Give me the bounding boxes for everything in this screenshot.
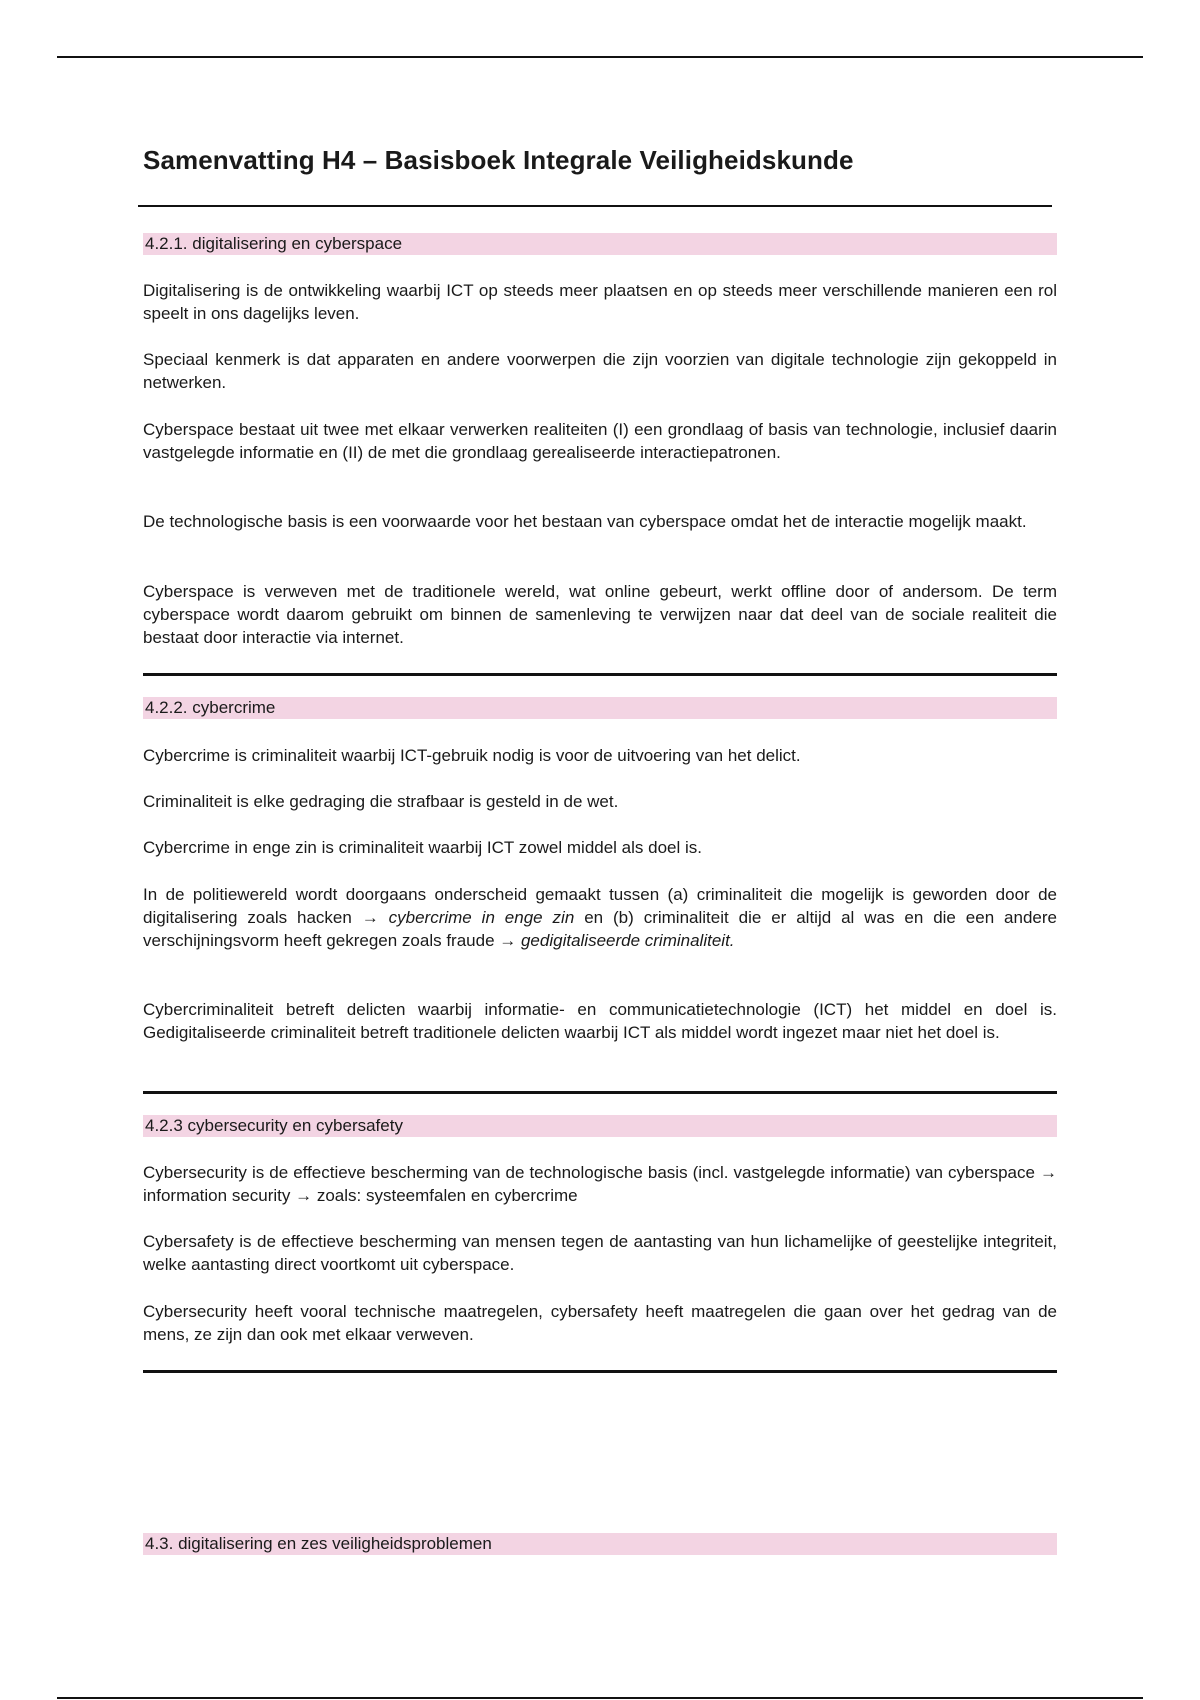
paragraph: Cybercriminaliteit betreft delicten waarbij informatie- en communicatietechnologie (ICT) het middel en doel is. Gedigitaliseerde criminaliteit betreft traditionele delicten waarbij ICT als middel wordt ingezet maar niet het doel is.	[143, 1000, 1057, 1042]
text-run: In de politiewereld wordt doorgaans onderscheid gemaakt tussen (a) criminaliteit die mogelijk is geworden door de digitalisering zoals hacken →	[143, 885, 1057, 927]
paragraph: Cybersafety is de effectieve bescherming van mensen tegen de aantasting van hun lichamelijke of geestelijke integriteit, welke aantasting direct voortkomt uit cyberspace.	[143, 1232, 1057, 1274]
paragraph: Cybercrime is criminaliteit waarbij ICT-gebruik nodig is voor de uitvoering van het delict.	[143, 746, 801, 765]
paragraph: Digitalisering is de ontwikkeling waarbij ICT op steeds meer plaatsen en op steeds meer verschillende manieren een rol speelt in ons dagelijks leven.	[143, 281, 1057, 323]
paragraph: Cybersecurity heeft vooral technische maatregelen, cybersafety heeft maatregelen die gaan over het gedrag van de mens, ze zijn dan ook met elkaar verweven.	[143, 1302, 1057, 1344]
section-heading-4-2-1: 4.2.1. digitalisering en cyberspace	[143, 233, 1057, 255]
italic-term: gedigitaliseerde criminaliteit.	[520, 931, 735, 950]
section-divider	[143, 673, 1057, 676]
paragraph: Cybersecurity is de effectieve bescherming van de technologische basis (incl. vastgelegde informatie) van cyberspace → information security → zoals: systeemfalen en cybercrime	[143, 1163, 1057, 1205]
section-divider	[143, 1370, 1057, 1373]
paragraph: Criminaliteit is elke gedraging die strafbaar is gesteld in de wet.	[143, 792, 619, 811]
paragraph-mixed	[143, 883, 1057, 952]
section-heading-4-3: 4.3. digitalisering en zes veiligheidsproblemen	[143, 1533, 1057, 1555]
paragraph: Cybercrime in enge zin is criminaliteit waarbij ICT zowel middel als doel is.	[143, 838, 702, 857]
italic-term: cybercrime in enge zin	[388, 908, 575, 927]
page-top-rule	[57, 56, 1143, 58]
paragraph: Cyberspace bestaat uit twee met elkaar verwerken realiteiten (I) een grondlaag of basis van technologie, inclusief daarin vastgelegde informatie en (II) de met die grondlaag gerealiseerde interactiepatronen.	[143, 420, 1057, 462]
paragraph: Speciaal kenmerk is dat apparaten en andere voorwerpen die zijn voorzien van digitale technologie zijn gekoppeld in netwerken.	[143, 350, 1057, 392]
paragraph: Cyberspace is verweven met de traditionele wereld, wat online gebeurt, werkt offline door of andersom. De term cyberspace wordt daarom gebruikt om binnen de samenleving te verwijzen naar dat deel van de sociale realiteit die bestaat door interactie via internet.	[143, 582, 1057, 647]
title-divider	[138, 205, 1052, 207]
page-bottom-rule	[57, 1697, 1143, 1699]
section-divider	[143, 1091, 1057, 1094]
section-heading-4-2-3: 4.2.3 cybersecurity en cybersafety	[143, 1115, 1057, 1137]
section-heading-4-2-2: 4.2.2. cybercrime	[143, 697, 1057, 719]
text-run: en (b) criminaliteit die er altijd al was en die een andere verschijningsvorm heeft gekregen zoals fraude →	[143, 908, 1057, 950]
document-title: Samenvatting H4 – Basisboek Integrale Veiligheidskunde	[143, 145, 854, 175]
paragraph: De technologische basis is een voorwaarde voor het bestaan van cyberspace omdat het de interactie mogelijk maakt.	[143, 512, 1027, 531]
